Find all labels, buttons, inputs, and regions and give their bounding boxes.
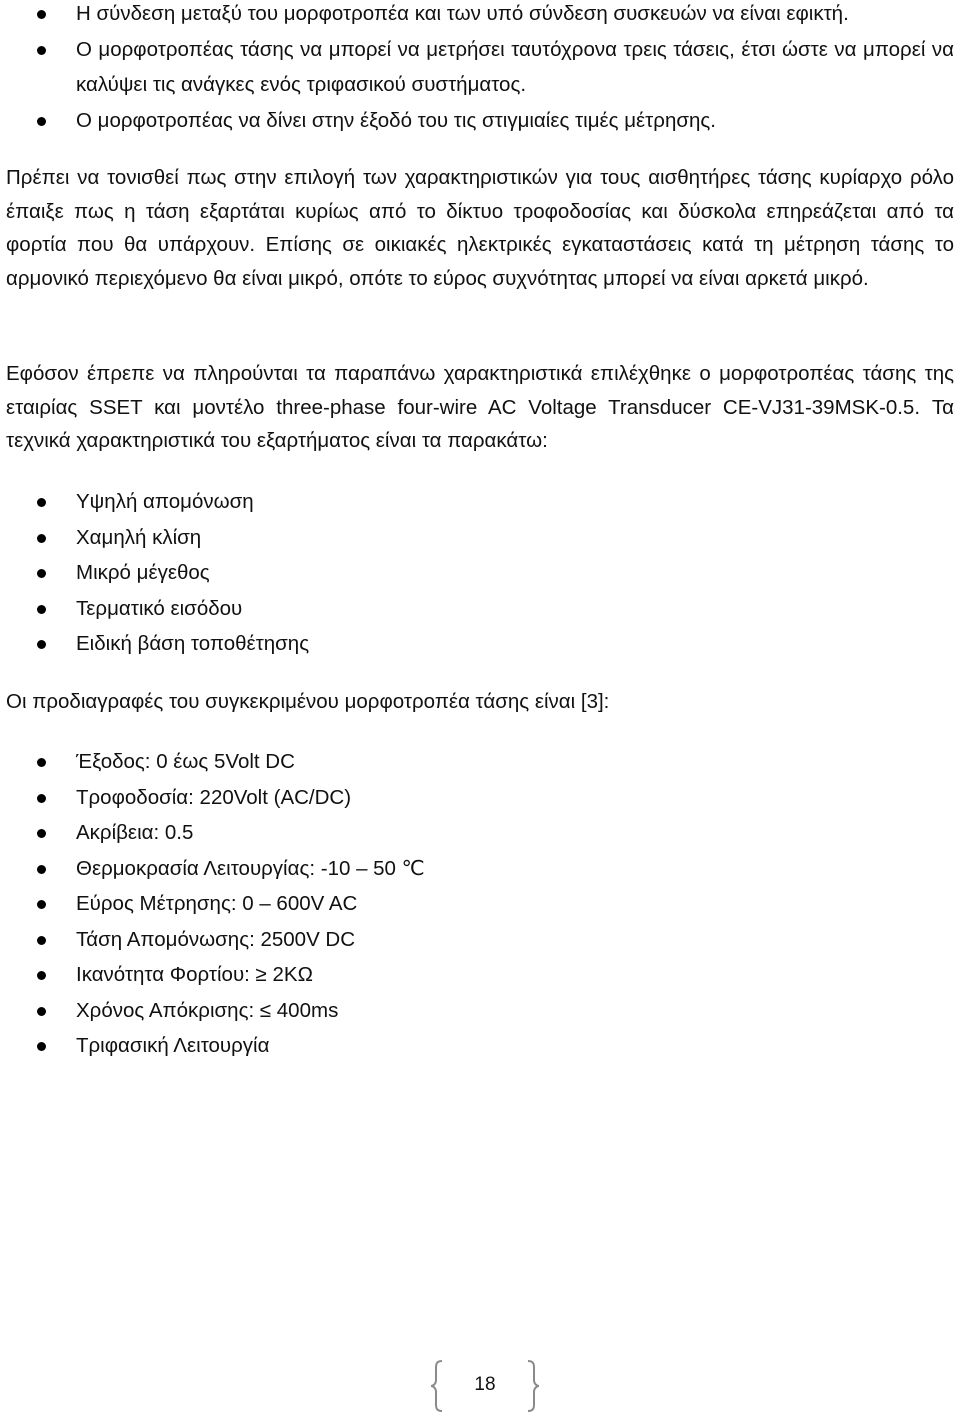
list-item: Θερμοκρασία Λειτουργίας: -10 – 50 ℃ — [0, 851, 431, 887]
intro-bullet-list — [0, 0, 960, 138]
specs-list — [0, 744, 431, 1064]
bullet-icon — [37, 498, 46, 507]
bullet-icon — [37, 640, 46, 649]
list-item: Ικανότητα Φορτίου: ≥ 2ΚΩ — [0, 957, 431, 993]
list-item: Ο μορφοτροπέας να δίνει στην έξοδό του τις στιγμιαίες τιμές μέτρησης. — [0, 103, 960, 139]
right-brace-icon — [526, 1360, 540, 1412]
list-item: Ειδική βάση τοποθέτησης — [0, 626, 315, 662]
list-item: Χαμηλή κλίση — [0, 520, 315, 556]
page-footer — [430, 1360, 540, 1412]
list-item: Τάση Απομόνωσης: 2500V DC — [0, 922, 431, 958]
bullet-icon — [37, 1007, 46, 1016]
bullet-icon — [37, 534, 46, 543]
body-paragraph-1: Πρέπει να τονισθεί πως στην επιλογή των χαρακτηριστικών για τους αισθητήρες τάσης κυρίαρχο ρόλο έπαιξε πως η τάση εξαρτάται κυρίως από το δίκτυο τροφοδοσίας και δύσκολα επηρεάζεται από τα φορτία που θα υπάρχουν. Επίσης σε οικιακές ηλεκτρικές εγκαταστάσεις κατά τη μέτρηση τάσης το αρμονικό περιεχόμενο θα είναι μικρό, οπότε το εύρος συχνότητας μπορεί να είναι αρκετά μικρό. — [6, 166, 954, 290]
bullet-icon — [37, 865, 46, 874]
specs-heading: Οι προδιαγραφές του συγκεκριμένου μορφοτροπέα τάσης είναι [3]: — [6, 690, 610, 713]
list-item: Χρόνος Απόκρισης: ≤ 400ms — [0, 993, 431, 1029]
bullet-icon — [37, 971, 46, 980]
bullet-icon — [37, 605, 46, 614]
features-list — [0, 484, 315, 662]
list-item: Ακρίβεια: 0.5 — [0, 815, 431, 851]
bullet-icon — [37, 10, 46, 19]
list-item: Τριφασική Λειτουργία — [0, 1028, 431, 1064]
bullet-icon — [37, 829, 46, 838]
list-item: Υψηλή απομόνωση — [0, 484, 315, 520]
list-item: Μικρό μέγεθος — [0, 555, 315, 591]
bullet-icon — [37, 1042, 46, 1051]
body-paragraph-2: Εφόσον έπρεπε να πληρούνται τα παραπάνω χαρακτηριστικά επιλέχθηκε ο μορφοτροπέας τάσης της εταιρίας SSET και μοντέλο three-phase four-wire AC Voltage Transducer CE-VJ31-39MSK-0.5. Τα τεχνικά χαρακτηριστικά του εξαρτήματος είναι τα παρακάτω: — [6, 362, 954, 452]
bullet-icon — [37, 794, 46, 803]
bullet-icon — [37, 936, 46, 945]
list-item: Εύρος Μέτρησης: 0 – 600V AC — [0, 886, 431, 922]
page-number: 18 — [474, 1374, 496, 1395]
list-item: Ο μορφοτροπέας τάσης να μπορεί να μετρήσει ταυτόχρονα τρεις τάσεις, έτσι ώστε να μπορεί να καλύψει τις ανάγκες ενός τριφασικού συστήματος. — [0, 32, 960, 103]
bullet-icon — [37, 569, 46, 578]
bullet-icon — [37, 117, 46, 126]
list-item: Τροφοδοσία: 220Volt (AC/DC) — [0, 780, 431, 816]
list-item: Έξοδος: 0 έως 5Volt DC — [0, 744, 431, 780]
bullet-icon — [37, 900, 46, 909]
bullet-icon — [37, 46, 46, 55]
list-item: Τερματικό εισόδου — [0, 591, 315, 627]
bullet-icon — [37, 758, 46, 767]
list-item: Η σύνδεση μεταξύ του μορφοτροπέα και των υπό σύνδεση συσκευών να είναι εφικτή. — [0, 0, 960, 32]
